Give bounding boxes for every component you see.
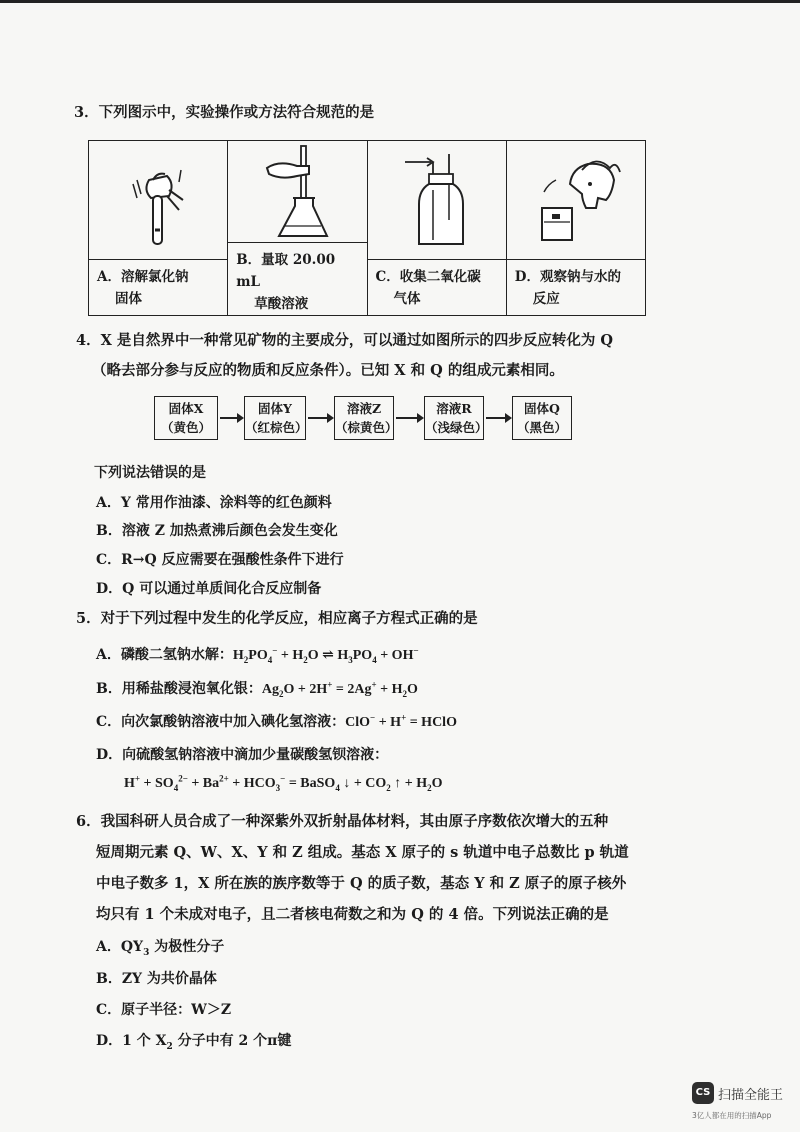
- q6-option-a: [96, 936, 224, 956]
- q3-option-b-line1: B．量取 20.00 mL: [236, 252, 336, 290]
- pipette-flask-illustration: [228, 141, 366, 243]
- q3-options-table: [88, 140, 646, 316]
- flow-box-solid-y: [244, 396, 306, 440]
- q4-option-d: D．Q 可以通过单质间化合反应制备: [96, 581, 322, 597]
- flow-box-solution-z: [334, 396, 398, 440]
- q4-stem-line1: 4．X 是自然界中一种常见矿物的主要成分，可以通过如图所示的四步反应转化为 Q: [76, 332, 614, 349]
- q4-option-a: A．Y 常用作油漆、涂料等的红色颜料: [96, 495, 332, 511]
- flow-box-color: （浅绿色）: [425, 420, 488, 435]
- camscanner-logo-icon: CS: [692, 1082, 714, 1104]
- q3-option-b: [228, 141, 367, 315]
- flow-box-color: （红棕色）: [245, 420, 308, 435]
- q6-stem-line3: 中电子数多 1，X 所在族的族序数等于 Q 的质子数，基态 Y 和 Z 原子的原子核外: [96, 875, 627, 892]
- q6-option-c: C．原子半径：W＞Z: [96, 1002, 232, 1018]
- q6-option-d-suffix: 分子中有 2 个π键: [172, 1033, 292, 1049]
- q6-stem-line4: 均只有 1 个未成对电子，且二者核电荷数之和为 Q 的 4 倍。下列说法正确的是: [96, 906, 609, 923]
- flow-box-name: 固体Q: [524, 401, 560, 416]
- test-tube-shaking-illustration: [89, 141, 227, 260]
- flow-box-name: 溶液R: [436, 401, 472, 416]
- q5-option-c-label: C．向次氯酸钠溶液中加入碘化氢溶液：: [96, 714, 346, 730]
- q5-stem: 5．对于下列过程中发生的化学反应，相应离子方程式正确的是: [76, 610, 478, 627]
- q5-option-c: [96, 711, 457, 731]
- q3-option-a-line2: 固体: [115, 291, 142, 307]
- flow-arrow: [396, 417, 422, 419]
- q6-stem-line1: 6．我国科研人员合成了一种深紫外双折射晶体材料，其由原子序数依次增大的五种: [76, 813, 609, 830]
- q5-option-a-label: A．磷酸二氢钠水解：: [96, 647, 233, 663]
- q5-option-d: D．向硫酸氢钠溶液中滴加少量碳酸氢钡溶液：: [96, 747, 389, 763]
- q5-option-b: [96, 678, 418, 698]
- q5-option-a: [96, 644, 419, 664]
- q3-option-b-line2: 草酸溶液: [254, 296, 309, 312]
- q6-stem: [76, 806, 766, 930]
- q6-option-d-prefix: D．1 个 X: [96, 1033, 167, 1049]
- q5-option-c-equation: ClO− + H+ = HClO: [345, 712, 457, 730]
- flow-arrow: [486, 417, 510, 419]
- q5-option-a-equation: $H_2PO_4^- + H_2O$ ⇌ $H_3PO_4 + OH^-$: [232, 645, 419, 665]
- q3-option-d: [507, 141, 645, 315]
- flow-box-name: 溶液Z: [346, 401, 382, 416]
- q4-option-b: B．溶液 Z 加热煮沸后颜色会发生变化: [96, 523, 338, 539]
- q3-option-d-line2: 反应: [532, 291, 560, 307]
- top-border: [0, 0, 800, 3]
- flow-box-name: 固体X: [168, 401, 204, 416]
- q3-option-c-line2: 气体: [393, 291, 421, 307]
- q3-option-d-line1: D．观察钠与水的: [514, 269, 621, 285]
- q6-stem-line2: 短周期元素 Q、W、X、Y 和 Z 组成。基态 X 原子的 s 轨道中电子总数比 p 轨道: [96, 844, 629, 861]
- flow-box-solid-x: [154, 396, 218, 440]
- watermark-slogan: 3亿人都在用的扫描App: [692, 1111, 772, 1120]
- flow-box-color: （黄色）: [160, 420, 211, 435]
- q4-stem-line2: （略去部分参与反应的物质和反应条件）。已知 X 和 Q 的组成元素相同。: [92, 362, 564, 379]
- q3-option-c: [368, 141, 507, 315]
- q4-option-c: C．R→Q 反应需要在强酸性条件下进行: [96, 552, 344, 568]
- flow-box-color: （黑色）: [516, 420, 567, 435]
- flow-box-solution-r: [424, 396, 488, 440]
- q3-stem: 3．下列图示中，实验操作或方法符合规范的是: [74, 104, 375, 121]
- q6-option-d: [96, 1030, 291, 1050]
- q5-option-d-equation: $H^+ + SO_4^{2-} + Ba^{2+} + HCO_3^-$ = BaSO$_4$ ↓ + $CO_2$ ↑ + $H_2O$: [124, 773, 443, 793]
- q6-option-a-prefix: A．QY: [96, 939, 144, 955]
- q6-option-d-sub: 2: [166, 1041, 173, 1052]
- q6-option-a-suffix: 为极性分子: [149, 939, 225, 955]
- flow-arrow: [220, 417, 242, 419]
- flow-box-name: 固体Y: [258, 401, 292, 416]
- q3-option-a: [89, 141, 228, 315]
- watermark-brand: 扫描全能王: [718, 1088, 784, 1103]
- flow-arrow: [308, 417, 332, 419]
- observing-beaker-illustration: [507, 141, 645, 260]
- q4-prompt: 下列说法错误的是: [94, 465, 206, 481]
- q6-option-a-sub: 3: [143, 947, 150, 958]
- q6-option-b: B．ZY 为共价晶体: [96, 971, 217, 987]
- q5-option-b-equation: $Ag_2O + 2H^+ = 2Ag^+ + H_2O$: [261, 679, 418, 699]
- q3-option-c-line1: C．收集二氧化碳: [375, 269, 481, 285]
- gas-collection-bottle-illustration: [368, 141, 506, 260]
- q5-option-b-label: B．用稀盐酸浸泡氧化银：: [96, 681, 262, 697]
- flow-box-solid-q: [512, 396, 572, 440]
- flow-box-color: （棕黄色）: [335, 420, 398, 435]
- q3-option-a-line1: A．溶解氯化钠: [97, 269, 189, 285]
